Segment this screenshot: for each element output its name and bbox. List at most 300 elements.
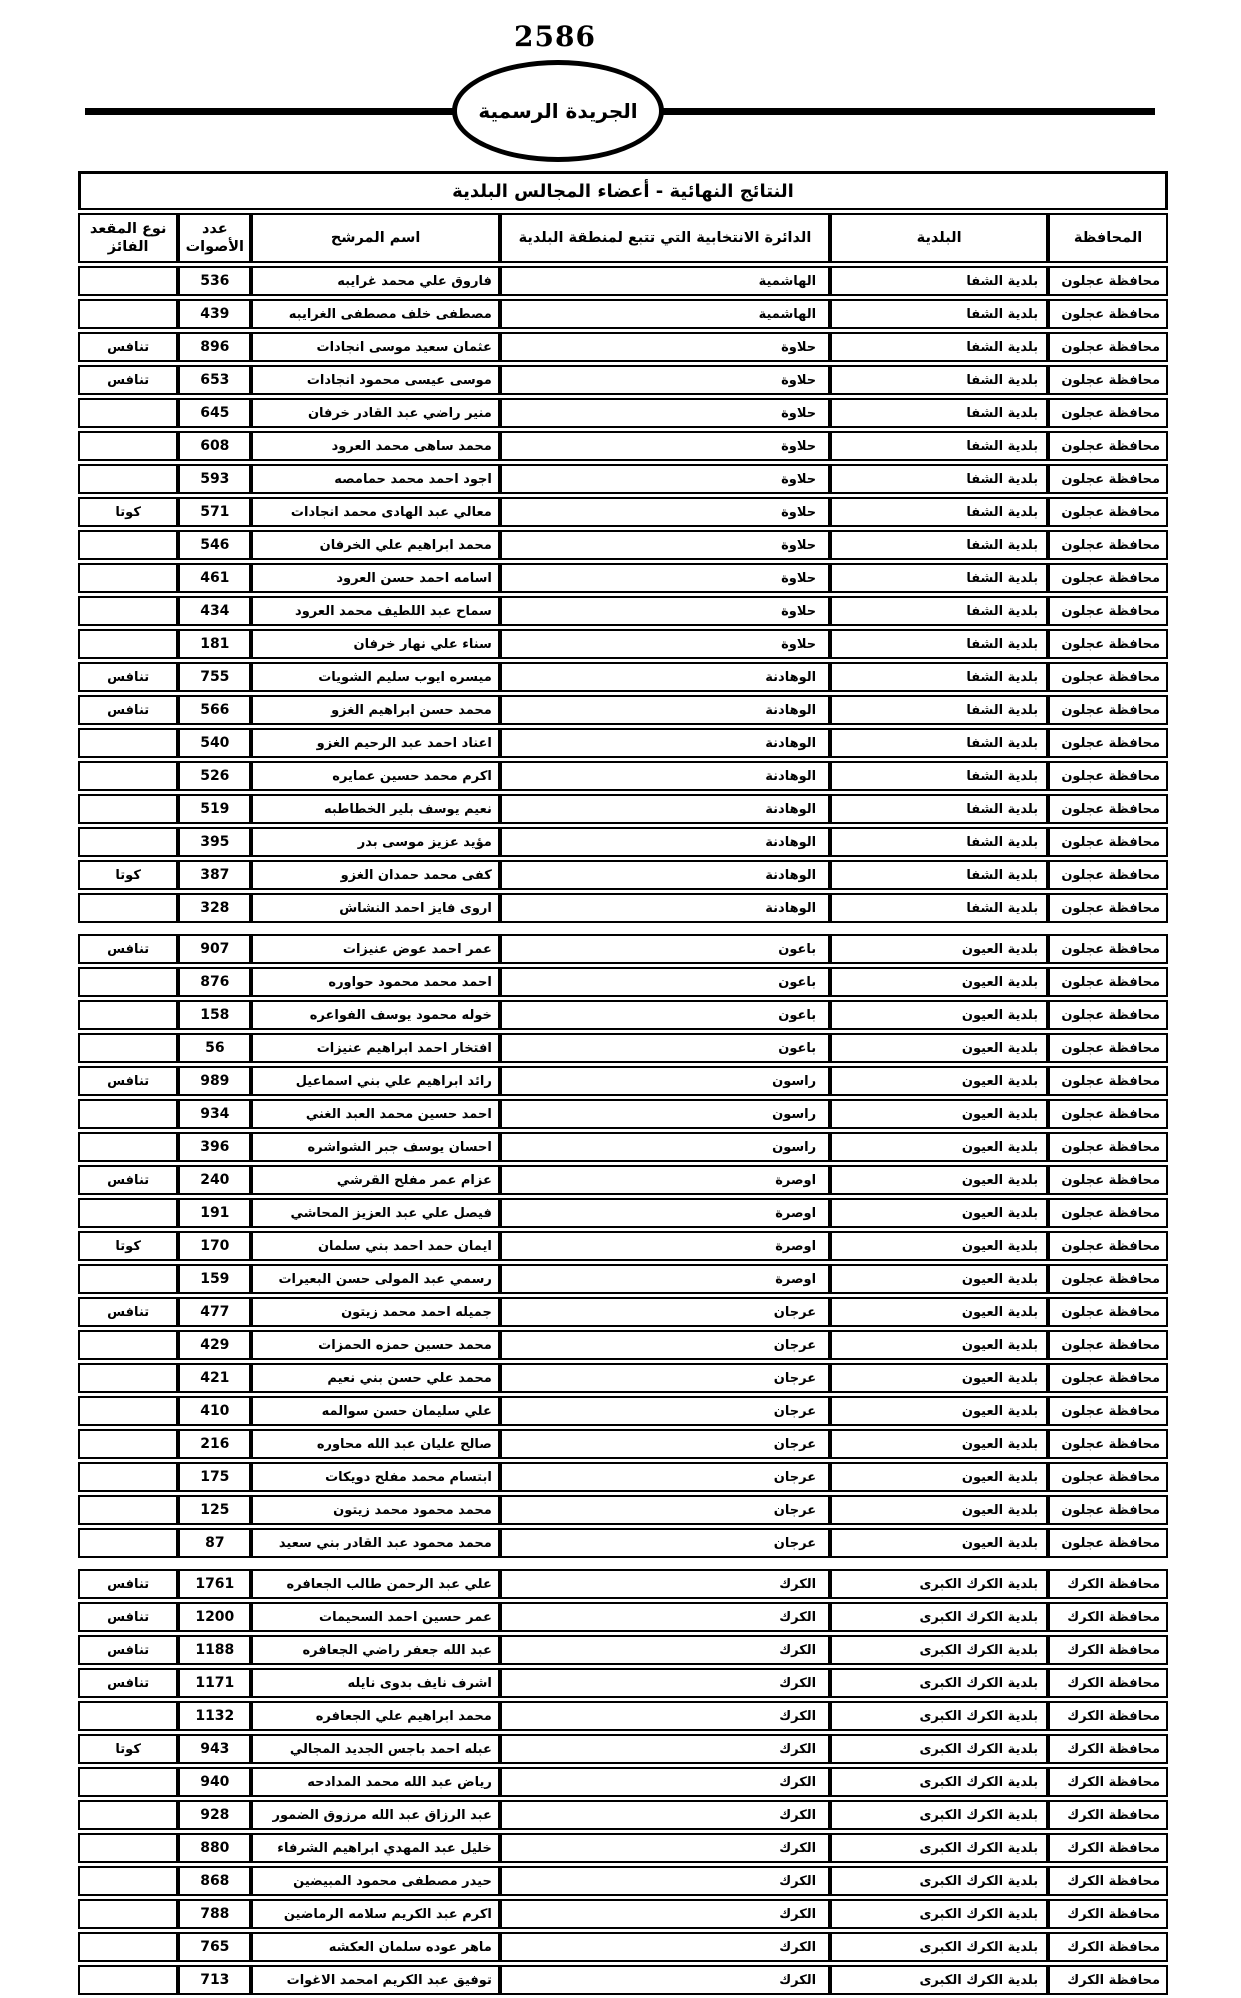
cell-district: الوهادنة [500,827,830,857]
table-row [78,1198,1168,1228]
cell-candidate: سماح عبد اللطيف محمد العرود [251,596,500,626]
cell-votes: 934 [178,1099,251,1129]
cell-municipality: بلدية العيون [830,1165,1048,1195]
cell-municipality: بلدية الكرك الكبرى [830,1800,1048,1830]
cell-seat: تنافس [78,1668,178,1698]
cell-votes: 1132 [178,1701,251,1731]
cell-governorate: محافظة عجلون [1048,1132,1168,1162]
cell-district: الكرك [500,1965,830,1995]
cell-district: راسون [500,1099,830,1129]
cell-district: عرجان [500,1363,830,1393]
cell-votes: 328 [178,893,251,923]
cell-votes: 461 [178,563,251,593]
cell-governorate: محافظة الكرك [1048,1866,1168,1896]
cell-governorate: محافظة عجلون [1048,1330,1168,1360]
cell-votes: 410 [178,1396,251,1426]
cell-votes: 943 [178,1734,251,1764]
cell-candidate: عثمان سعيد موسى انجادات [251,332,500,362]
cell-votes: 571 [178,497,251,527]
cell-governorate: محافظة عجلون [1048,530,1168,560]
cell-votes: 928 [178,1800,251,1830]
cell-candidate: ايمان حمد احمد بني سلمان [251,1231,500,1261]
cell-votes: 158 [178,1000,251,1030]
cell-seat [78,464,178,494]
cell-seat: كوتا [78,860,178,890]
cell-candidate: علي عبد الرحمن طالب الجعافره [251,1569,500,1599]
cell-votes: 536 [178,266,251,296]
cell-district: عرجان [500,1462,830,1492]
cell-seat [78,563,178,593]
table-row [78,967,1168,997]
cell-governorate: محافظة الكرك [1048,1734,1168,1764]
table-row [78,1033,1168,1063]
cell-municipality: بلدية الشفا [830,893,1048,923]
cell-candidate: اروى فايز احمد النشاش [251,893,500,923]
cell-candidate: نعيم يوسف بلير الخطاطبه [251,794,500,824]
cell-candidate: رائد ابراهيم علي بني اسماعيل [251,1066,500,1096]
cell-votes: 896 [178,332,251,362]
cell-governorate: محافظة عجلون [1048,1165,1168,1195]
cell-candidate: عمر احمد عوض عنيزات [251,934,500,964]
table-row [78,1231,1168,1261]
results-table-section-3 [78,1566,1168,1998]
cell-votes: 1761 [178,1569,251,1599]
cell-district: الوهادنة [500,893,830,923]
cell-district: حلاوة [500,464,830,494]
cell-district: عرجان [500,1495,830,1525]
cell-seat: تنافس [78,1569,178,1599]
cell-municipality: بلدية العيون [830,1264,1048,1294]
cell-candidate: توفيق عبد الكريم امحمد الاغوات [251,1965,500,1995]
table-row [78,266,1168,296]
cell-district: عرجان [500,1330,830,1360]
gazette-name: الجريدة الرسمية [478,99,638,123]
cell-votes: 181 [178,629,251,659]
table-row [78,1833,1168,1863]
cell-seat [78,1701,178,1731]
cell-votes: 477 [178,1297,251,1327]
table-row [78,1396,1168,1426]
cell-seat [78,1932,178,1962]
cell-seat [78,596,178,626]
cell-seat [78,1429,178,1459]
cell-governorate: محافظة عجلون [1048,1495,1168,1525]
cell-candidate: محمد علي حسن بني نعيم [251,1363,500,1393]
cell-district: الكرك [500,1932,830,1962]
cell-municipality: بلدية الشفا [830,266,1048,296]
cell-seat [78,827,178,857]
cell-governorate: محافظة عجلون [1048,497,1168,527]
cell-seat [78,1099,178,1129]
cell-candidate: جميله احمد محمد زيتون [251,1297,500,1327]
cell-seat [78,530,178,560]
cell-district: عرجان [500,1429,830,1459]
table-row [78,1462,1168,1492]
cell-municipality: بلدية الكرك الكبرى [830,1701,1048,1731]
cell-governorate: محافظة عجلون [1048,893,1168,923]
cell-seat: تنافس [78,1602,178,1632]
table-row [78,1363,1168,1393]
table-row [78,530,1168,560]
cell-municipality: بلدية الشفا [830,332,1048,362]
table-row [78,563,1168,593]
cell-municipality: بلدية الشفا [830,728,1048,758]
col-header-votes [178,213,251,263]
cell-candidate: افتخار احمد ابراهيم عنيزات [251,1033,500,1063]
cell-governorate: محافظة عجلون [1048,299,1168,329]
cell-votes: 240 [178,1165,251,1195]
cell-seat: كوتا [78,1734,178,1764]
cell-municipality: بلدية الكرك الكبرى [830,1833,1048,1863]
cell-governorate: محافظة الكرك [1048,1635,1168,1665]
cell-district: الكرك [500,1800,830,1830]
cell-municipality: بلدية الشفا [830,662,1048,692]
table-row [78,398,1168,428]
cell-governorate: محافظة الكرك [1048,1602,1168,1632]
cell-municipality: بلدية العيون [830,1033,1048,1063]
table-row [78,1297,1168,1327]
cell-governorate: محافظة عجلون [1048,728,1168,758]
cell-governorate: محافظة عجلون [1048,967,1168,997]
cell-district: باعون [500,967,830,997]
table-row [78,1132,1168,1162]
table-row [78,1528,1168,1558]
table-row [78,1767,1168,1797]
cell-governorate: محافظة عجلون [1048,1000,1168,1030]
cell-seat: تنافس [78,934,178,964]
cell-district: الوهادنة [500,794,830,824]
cell-votes: 396 [178,1132,251,1162]
cell-governorate: محافظة الكرك [1048,1569,1168,1599]
cell-votes: 429 [178,1330,251,1360]
table-row [78,1866,1168,1896]
cell-district: باعون [500,1000,830,1030]
cell-candidate: محمد محمود محمد زيتون [251,1495,500,1525]
cell-seat: تنافس [78,662,178,692]
cell-municipality: بلدية الكرك الكبرى [830,1569,1048,1599]
cell-district: الهاشمية [500,266,830,296]
cell-municipality: بلدية العيون [830,1528,1048,1558]
cell-district: الكرك [500,1701,830,1731]
cell-seat: تنافس [78,365,178,395]
cell-governorate: محافظة الكرك [1048,1800,1168,1830]
cell-candidate: احمد محمد محمود حواوره [251,967,500,997]
cell-candidate: عزام عمر مفلح القرشي [251,1165,500,1195]
col-header-votes-line1: عدد [201,220,228,237]
cell-governorate: محافظة الكرك [1048,1899,1168,1929]
cell-seat [78,1363,178,1393]
cell-votes: 755 [178,662,251,692]
cell-votes: 880 [178,1833,251,1863]
cell-municipality: بلدية الشفا [830,497,1048,527]
cell-governorate: محافظة عجلون [1048,1297,1168,1327]
cell-municipality: بلدية العيون [830,1066,1048,1096]
cell-district: عرجان [500,1528,830,1558]
cell-municipality: بلدية العيون [830,967,1048,997]
cell-candidate: علي سليمان حسن سوالمه [251,1396,500,1426]
cell-seat [78,1800,178,1830]
cell-district: الوهادنة [500,761,830,791]
cell-votes: 765 [178,1932,251,1962]
cell-candidate: رياض عبد الله محمد المدادحه [251,1767,500,1797]
gazette-seal-oval [452,60,664,162]
table-row [78,1099,1168,1129]
cell-municipality: بلدية الشفا [830,299,1048,329]
cell-candidate: فاروق علي محمد غرايبه [251,266,500,296]
cell-candidate: محمد محمود عبد القادر بني سعيد [251,1528,500,1558]
cell-candidate: كفى محمد حمدان الغزو [251,860,500,890]
cell-governorate: محافظة عجلون [1048,1528,1168,1558]
cell-municipality: بلدية الشفا [830,695,1048,725]
cell-municipality: بلدية الشفا [830,464,1048,494]
cell-governorate: محافظة عجلون [1048,1198,1168,1228]
cell-votes: 1188 [178,1635,251,1665]
cell-municipality: بلدية العيون [830,1099,1048,1129]
table-row [78,794,1168,824]
cell-district: اوصرة [500,1231,830,1261]
cell-candidate: سناء علي نهار خرفان [251,629,500,659]
cell-votes: 56 [178,1033,251,1063]
cell-district: حلاوة [500,332,830,362]
cell-seat [78,728,178,758]
cell-district: اوصرة [500,1264,830,1294]
cell-district: حلاوة [500,629,830,659]
cell-governorate: محافظة عجلون [1048,695,1168,725]
cell-candidate: عبله احمد باجس الجديد المجالي [251,1734,500,1764]
cell-seat [78,398,178,428]
cell-votes: 421 [178,1363,251,1393]
cell-seat [78,1899,178,1929]
cell-votes: 395 [178,827,251,857]
cell-seat: تنافس [78,1635,178,1665]
cell-municipality: بلدية الشفا [830,596,1048,626]
cell-candidate: منير راضي عبد القادر خرفان [251,398,500,428]
table-row [78,728,1168,758]
cell-votes: 159 [178,1264,251,1294]
cell-governorate: محافظة عجلون [1048,1099,1168,1129]
cell-candidate: محمد حسين حمزه الحمزات [251,1330,500,1360]
cell-municipality: بلدية العيون [830,1429,1048,1459]
cell-district: الهاشمية [500,299,830,329]
cell-seat [78,967,178,997]
table-row [78,1800,1168,1830]
cell-seat: كوتا [78,1231,178,1261]
cell-votes: 876 [178,967,251,997]
table-row [78,695,1168,725]
cell-candidate: محمد ابراهيم علي الجعافره [251,1701,500,1731]
table-row [78,1668,1168,1698]
table-row [78,1000,1168,1030]
cell-votes: 191 [178,1198,251,1228]
table-row [78,662,1168,692]
cell-governorate: محافظة عجلون [1048,365,1168,395]
table-row [78,464,1168,494]
cell-municipality: بلدية الكرك الكبرى [830,1965,1048,1995]
cell-district: الكرك [500,1899,830,1929]
cell-candidate: ماهر عوده سلمان العكشه [251,1932,500,1962]
cell-candidate: اسامه احمد حسن العرود [251,563,500,593]
cell-seat: كوتا [78,497,178,527]
cell-governorate: محافظة عجلون [1048,761,1168,791]
cell-votes: 645 [178,398,251,428]
cell-district: عرجان [500,1396,830,1426]
cell-municipality: بلدية الكرك الكبرى [830,1866,1048,1896]
cell-candidate: رسمي عبد المولى حسن البعيرات [251,1264,500,1294]
cell-seat: تنافس [78,1066,178,1096]
cell-seat [78,1264,178,1294]
cell-candidate: عمر حسين احمد السحيمات [251,1602,500,1632]
cell-candidate: مؤيد عزيز موسى بدر [251,827,500,857]
cell-governorate: محافظة عجلون [1048,1231,1168,1261]
cell-seat [78,1833,178,1863]
cell-governorate: محافظة عجلون [1048,1264,1168,1294]
table-row [78,299,1168,329]
cell-votes: 1171 [178,1668,251,1698]
cell-votes: 540 [178,728,251,758]
cell-governorate: محافظة عجلون [1048,596,1168,626]
cell-seat [78,1330,178,1360]
cell-seat [78,1767,178,1797]
cell-seat [78,266,178,296]
cell-candidate: عبد الرزاق عبد الله مرزوق الضمور [251,1800,500,1830]
cell-municipality: بلدية الشفا [830,761,1048,791]
cell-municipality: بلدية الشفا [830,794,1048,824]
cell-seat [78,1495,178,1525]
table-row [78,1602,1168,1632]
cell-municipality: بلدية العيون [830,1132,1048,1162]
results-table-section-2 [78,931,1168,1561]
cell-municipality: بلدية الكرك الكبرى [830,1602,1048,1632]
cell-votes: 868 [178,1866,251,1896]
page-number: 2586 [514,20,596,53]
cell-district: حلاوة [500,398,830,428]
table-row [78,1569,1168,1599]
cell-votes: 434 [178,596,251,626]
cell-governorate: محافظة الكرك [1048,1668,1168,1698]
cell-municipality: بلدية العيون [830,1297,1048,1327]
cell-votes: 907 [178,934,251,964]
cell-district: حلاوة [500,365,830,395]
cell-municipality: بلدية العيون [830,1330,1048,1360]
cell-seat [78,893,178,923]
cell-seat [78,1866,178,1896]
cell-votes: 653 [178,365,251,395]
cell-governorate: محافظة عجلون [1048,563,1168,593]
cell-municipality: بلدية العيون [830,1231,1048,1261]
cell-district: الكرك [500,1833,830,1863]
table-row [78,431,1168,461]
cell-municipality: بلدية الشفا [830,827,1048,857]
table-row [78,1965,1168,1995]
cell-municipality: بلدية الشفا [830,563,1048,593]
table-row [78,1899,1168,1929]
cell-district: الوهادنة [500,662,830,692]
cell-seat [78,1000,178,1030]
cell-seat [78,794,178,824]
cell-governorate: محافظة عجلون [1048,1066,1168,1096]
cell-governorate: محافظة عجلون [1048,266,1168,296]
cell-votes: 170 [178,1231,251,1261]
cell-votes: 519 [178,794,251,824]
cell-municipality: بلدية الشفا [830,365,1048,395]
cell-votes: 1200 [178,1602,251,1632]
cell-seat [78,1132,178,1162]
cell-district: باعون [500,934,830,964]
cell-votes: 175 [178,1462,251,1492]
cell-votes: 526 [178,761,251,791]
cell-district: اوصرة [500,1165,830,1195]
cell-candidate: معالي عبد الهادى محمد انجادات [251,497,500,527]
table-row [78,1330,1168,1360]
cell-municipality: بلدية العيون [830,1396,1048,1426]
cell-municipality: بلدية الشفا [830,431,1048,461]
cell-district: راسون [500,1132,830,1162]
cell-seat [78,1396,178,1426]
table-row [78,629,1168,659]
cell-municipality: بلدية العيون [830,1462,1048,1492]
cell-votes: 788 [178,1899,251,1929]
cell-governorate: محافظة عجلون [1048,934,1168,964]
cell-municipality: بلدية العيون [830,1363,1048,1393]
cell-municipality: بلدية الكرك الكبرى [830,1899,1048,1929]
cell-governorate: محافظة عجلون [1048,827,1168,857]
cell-candidate: اعناد احمد عبد الرحيم الغزو [251,728,500,758]
cell-seat [78,1198,178,1228]
cell-votes: 216 [178,1429,251,1459]
cell-district: الكرك [500,1866,830,1896]
cell-seat [78,431,178,461]
cell-governorate: محافظة عجلون [1048,794,1168,824]
cell-seat [78,629,178,659]
cell-candidate: محمد ساهى محمد العرود [251,431,500,461]
col-header-votes-line2: الأصوات [185,239,245,255]
table-row [78,332,1168,362]
table-row [78,1734,1168,1764]
cell-municipality: بلدية الكرك الكبرى [830,1767,1048,1797]
cell-district: باعون [500,1033,830,1063]
cell-district: حلاوة [500,530,830,560]
cell-votes: 125 [178,1495,251,1525]
cell-candidate: خليل عبد المهدي ابراهيم الشرفاء [251,1833,500,1863]
cell-candidate: عبد الله جعفر راضي الجعافره [251,1635,500,1665]
cell-municipality: بلدية الكرك الكبرى [830,1932,1048,1962]
cell-municipality: بلدية العيون [830,1495,1048,1525]
cell-district: الكرك [500,1635,830,1665]
cell-municipality: بلدية الشفا [830,530,1048,560]
table-row [78,1165,1168,1195]
cell-governorate: محافظة عجلون [1048,398,1168,428]
col-header-seat-line1: نوع المقعد [89,220,167,237]
cell-candidate: اشرف نايف بدوى نايله [251,1668,500,1698]
cell-governorate: محافظة الكرك [1048,1965,1168,1995]
col-header-seat-line2: الفائز [107,239,149,255]
cell-candidate: احسان يوسف جبر الشواشره [251,1132,500,1162]
cell-governorate: محافظة عجلون [1048,1462,1168,1492]
cell-governorate: محافظة عجلون [1048,464,1168,494]
cell-votes: 439 [178,299,251,329]
cell-votes: 87 [178,1528,251,1558]
cell-governorate: محافظة عجلون [1048,860,1168,890]
cell-governorate: محافظة الكرك [1048,1833,1168,1863]
cell-seat [78,299,178,329]
cell-governorate: محافظة الكرك [1048,1932,1168,1962]
cell-governorate: محافظة عجلون [1048,1363,1168,1393]
cell-candidate: فيصل علي عبد العزيز المحاشي [251,1198,500,1228]
cell-district: الكرك [500,1767,830,1797]
cell-candidate: اجود احمد محمد حمامصه [251,464,500,494]
cell-municipality: بلدية الشفا [830,860,1048,890]
table-header-row [78,213,1168,263]
